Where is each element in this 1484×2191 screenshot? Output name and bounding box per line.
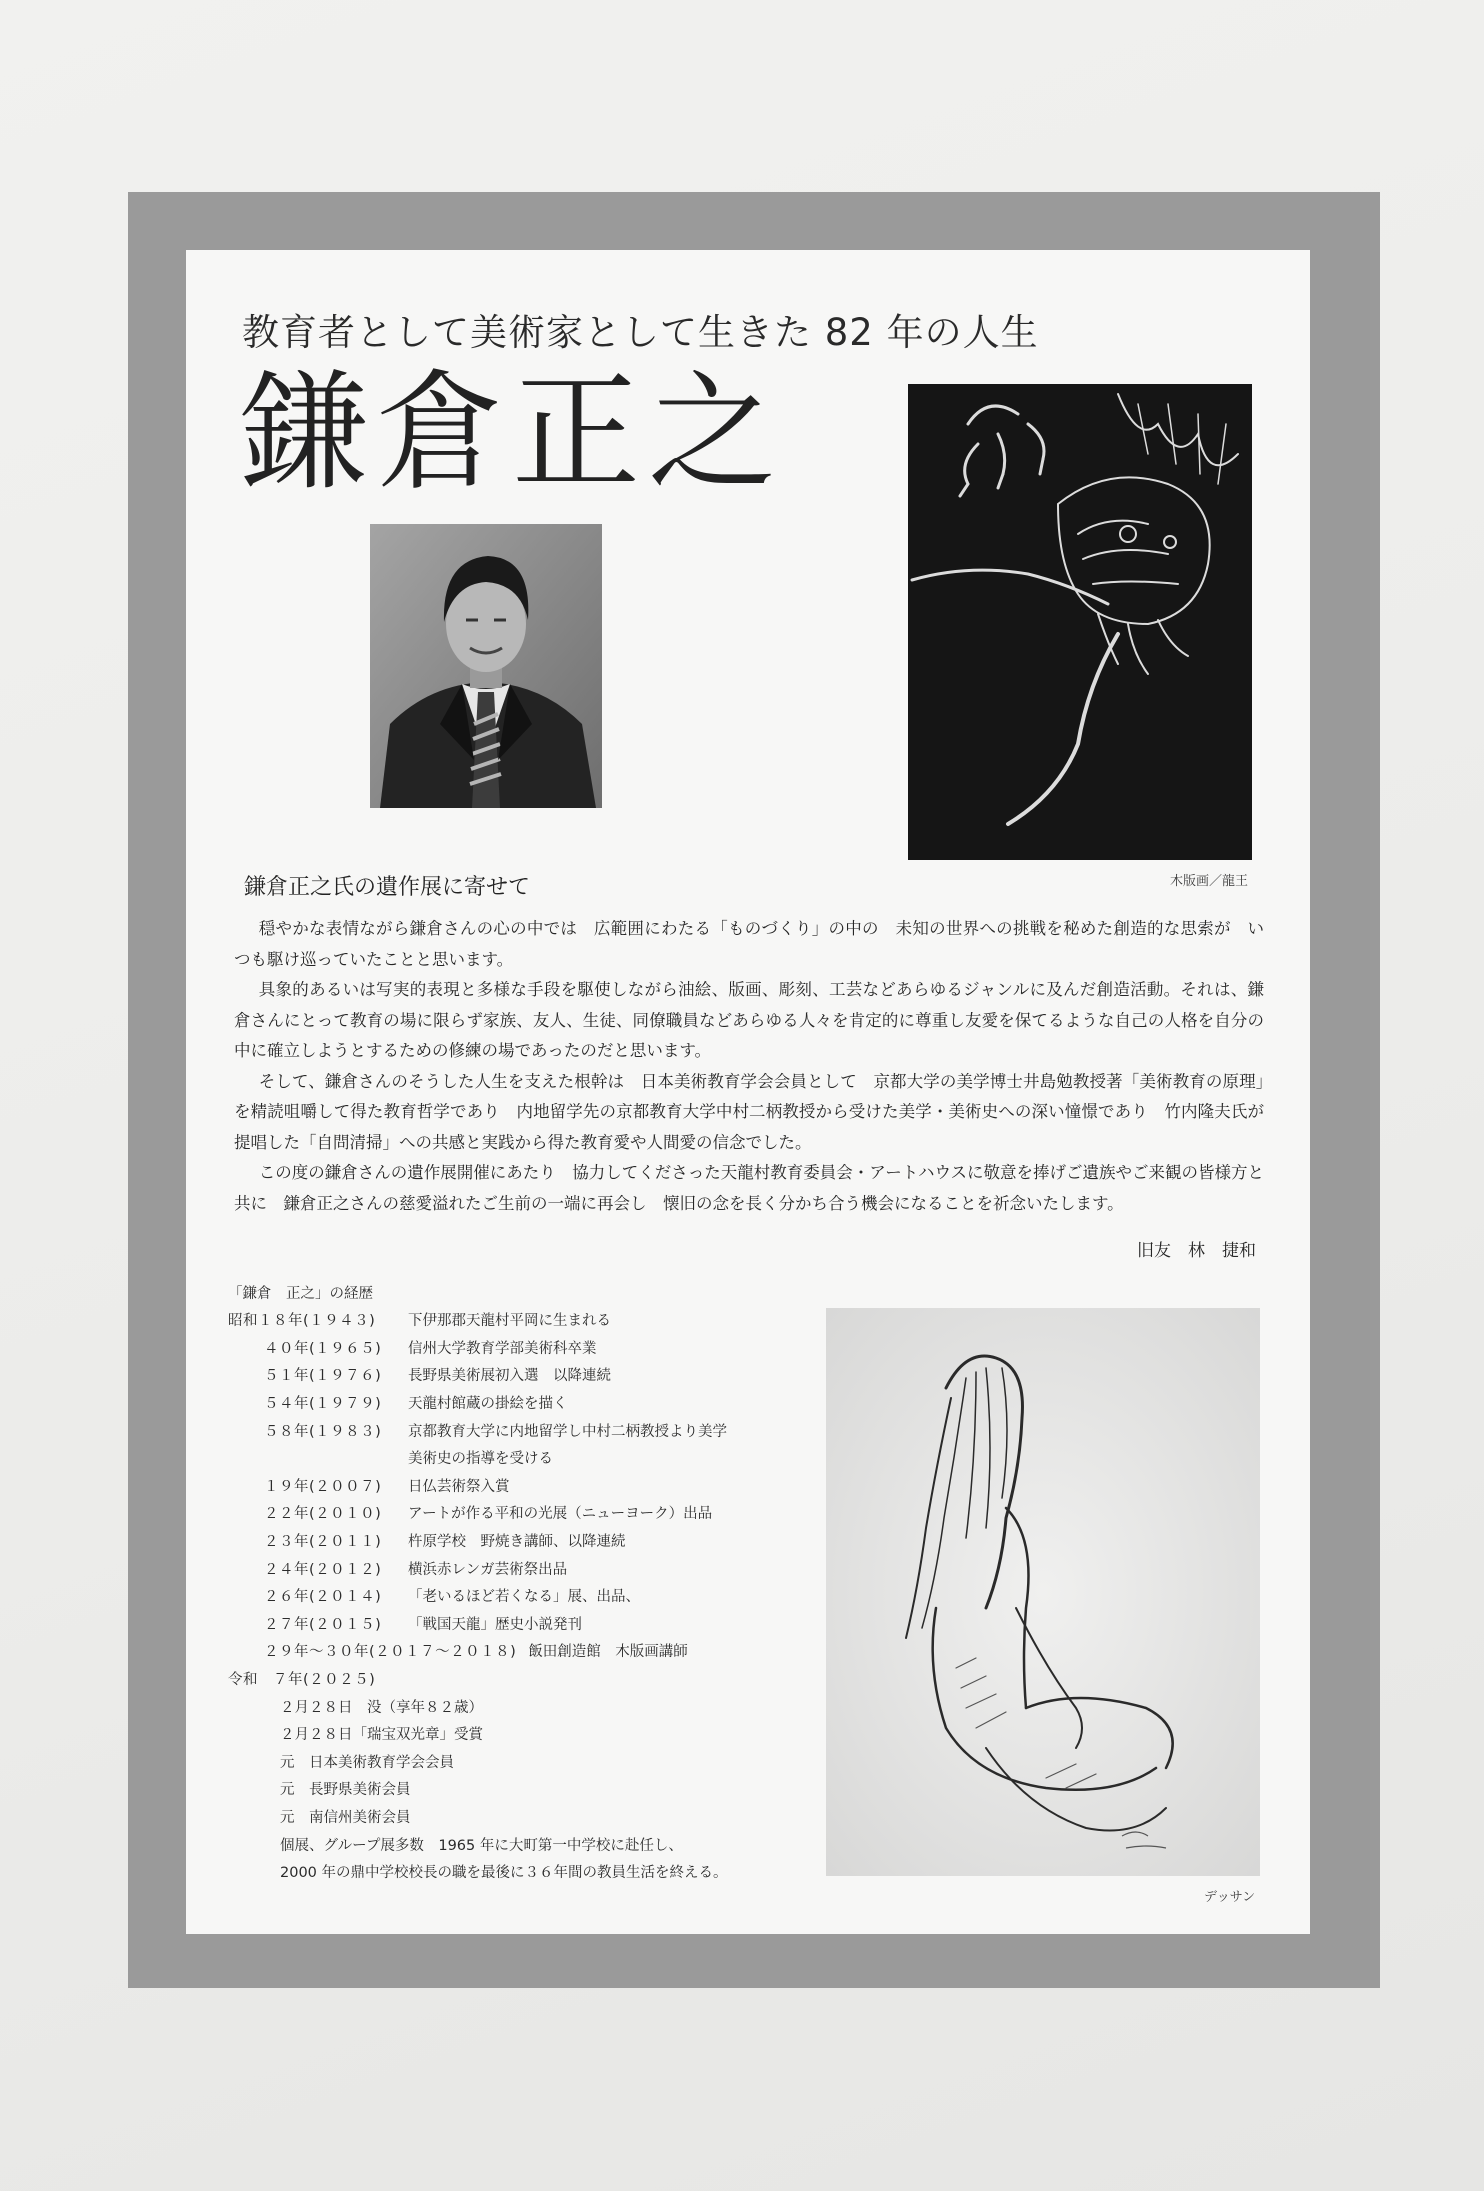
dragon-woodblock-print-icon <box>908 384 1252 860</box>
career-entry <box>228 1416 808 1444</box>
career-event: 飯田創造館 木版画講師 <box>528 1644 688 1661</box>
career-list <box>228 1306 808 1885</box>
artist-name: 鎌倉正之 <box>240 359 785 508</box>
career-event: 信州大学教育学部美術科卒業 <box>408 1340 597 1357</box>
career-event: 横浜赤レンガ芸術祭出品 <box>408 1561 568 1578</box>
career-year: ４０年(１９６５) <box>264 1340 382 1357</box>
career-year: ２２年(２０１０) <box>264 1506 382 1523</box>
career-title: 「鎌倉 正之」の経歴 <box>228 1286 373 1302</box>
career-event: 天龍村館蔵の掛絵を描く <box>408 1396 568 1413</box>
career-year: ２６年(２０１４) <box>264 1589 382 1606</box>
career-note: 個展、グループ展多数 1965 年に大町第一中学校に赴任し、 <box>280 1837 683 1854</box>
essay-heading: 鎌倉正之氏の遺作展に寄せて <box>244 875 531 900</box>
career-event: 日仏芸術祭入賞 <box>408 1478 510 1495</box>
career-year: １９年(２００７) <box>264 1478 382 1495</box>
career-note: ２月２８日「瑞宝双光章」受賞 <box>280 1727 483 1744</box>
career-entry <box>228 1554 808 1582</box>
career-entry <box>228 1361 808 1389</box>
career-event: 下伊那郡天龍村平岡に生まれる <box>408 1313 611 1330</box>
career-event: アートが作る平和の光展（ニューヨーク）出品 <box>408 1506 713 1523</box>
career-event: 京都教育大学に内地留学し中村二柄教授より美学 <box>408 1423 727 1440</box>
essay-paragraph: 具象的あるいは写実的表現と多様な手段を駆使しながら油絵、版画、彫刻、工芸などあらゆるジャンルに及んだ創造活動。それは、鎌倉さんにとって教育の場に限らず家族、友人、生徒、同僚職員などあらゆる人々を肯定的に尊重し友愛を保てるような自己の人格を自分の中に確立しようとするための修練の場であったのだと思います。 <box>234 980 1264 1060</box>
career-year: ５１年(１９７６) <box>264 1368 382 1385</box>
career-entry <box>228 1527 808 1555</box>
career-entry <box>228 1665 808 1693</box>
career-note: 元 南信州美術会員 <box>280 1809 411 1826</box>
seated-woman-sketch-icon <box>826 1308 1260 1876</box>
essay-paragraph: この度の鎌倉さんの遺作展開催にあたり 協力してくださった天龍村教育委員会・アートハウスに敬意を捧げご遺族やご来観の皆様方と共に 鎌倉正之さんの慈愛溢れたご生前の一端に再会し 懐旧の念を長く分かち合う機会になることを祈念いたします。 <box>234 1163 1264 1213</box>
essay-paragraph: そして、鎌倉さんのそうした人生を支えた根幹は 日本美術教育学会会員として 京都大学の美学博士井島勉教授著「美術教育の原理」を精読咀嚼して得た教育哲学であり 内地留学先の京都教育大学中村二柄教授から受けた美学・美術史への深い憧憬であり 竹内隆夫氏が提唱した「自問清掃」への共感と実践から得た教育愛や人間愛の信念でした。 <box>234 1071 1264 1152</box>
career-event: 杵原学校 野焼き講師、以降連続 <box>408 1534 626 1551</box>
essay-signature: 旧友 林 捷和 <box>1137 1241 1256 1261</box>
drawing-caption: デッサン <box>1204 1890 1256 1905</box>
career-note: 元 日本美術教育学会会員 <box>280 1754 454 1771</box>
career-event: 「老いるほど若くなる」展、出品、 <box>408 1589 640 1606</box>
career-year: ５８年(１９８３) <box>264 1423 382 1440</box>
career-year: ２７年(２０１５) <box>264 1616 382 1633</box>
essay-paragraph: 穏やかな表情ながら鎌倉さんの心の中では 広範囲にわたる「ものづくり」の中の 未知の世界への挑戦を秘めた創造的な思索が いつも駆け巡っていたことと思います。 <box>234 919 1265 969</box>
career-note: ２月２８日 没（享年８２歳） <box>280 1699 483 1716</box>
career-year: ２３年(２０１１) <box>264 1534 382 1551</box>
career-year: ２４年(２０１２) <box>264 1561 382 1578</box>
career-entry <box>228 1389 808 1417</box>
career-entry <box>228 1610 808 1638</box>
career-event: 美術史の指導を受ける <box>408 1451 553 1468</box>
career-entry <box>228 1334 808 1362</box>
woodblock-caption: 木版画／龍王 <box>1170 874 1249 889</box>
career-note: 元 長野県美術会員 <box>280 1782 411 1799</box>
career-entry <box>228 1444 808 1472</box>
career-event: 長野県美術展初入選 以降連続 <box>408 1368 611 1385</box>
portrait-photo-icon <box>370 524 602 808</box>
career-event: 「戦国天龍」歴史小説発刊 <box>408 1616 582 1633</box>
career-note: 2000 年の鼎中学校校長の職を最後に３６年間の教員生活を終える。 <box>280 1865 728 1882</box>
career-year: 令和 ７年(２０２５) <box>228 1672 376 1689</box>
career-entry <box>228 1637 808 1665</box>
career-entry <box>228 1499 808 1527</box>
poster-subtitle: 教育者として美術家として生きた 82 年の人生 <box>242 311 1039 354</box>
career-year: ２９年～３０年(２０１７～２０１８) <box>264 1644 517 1661</box>
career-entry <box>228 1472 808 1500</box>
career-year: 昭和１８年(１９４３) <box>228 1313 376 1330</box>
career-year: ５４年(１９７９) <box>264 1396 382 1413</box>
career-entry <box>228 1582 808 1610</box>
essay-body <box>234 914 1264 1219</box>
career-entry <box>228 1306 808 1334</box>
